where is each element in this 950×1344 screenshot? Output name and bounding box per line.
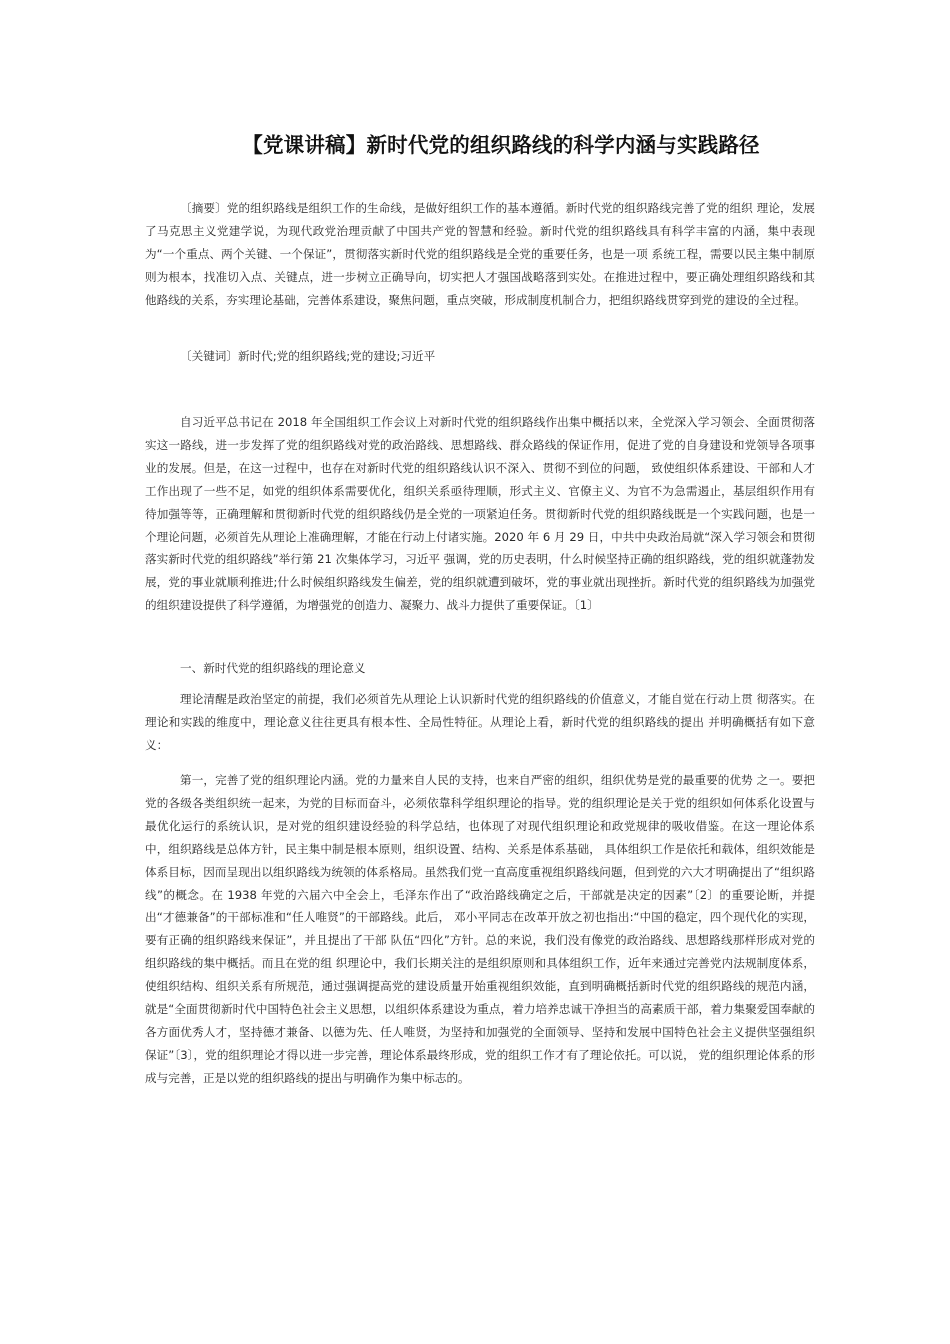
intro-paragraph: 自习近平总书记在 2018 年全国组织工作会议上对新时代党的组织路线作出集中概括以来，全党深入学习领会、全面贯彻落实这一路线，进一步发挥了党的组织路线对党的政治路线、思想路线、群众路线的保证作用，促进了党的自身建设和党领导各项事业的发展。但是，在这一过程中，也存在对新时代党的组织路线认识不深入、贯彻不到位的问题， 致使组织体系建设、干部和人才工作出现了一些不足，如党的组织体系需要优化，组织关系亟待理顺，形式主义、官僚主义、为官不为急需遏止，基层组织作用有待加强等等，正确理解和贯彻新时代党的组织路线仍是全党的一项紧迫任务。贯彻新时代党的组织路线既是一个实践问题，也是一个理论问题，必须首先从理论上准确理解，才能在行动上付诸实施。2020 年 6 月 29 日，中共中央政治局就“深入学习领会和贯彻落实新时代党的组织路线”举行第 21 次集体学习，习近平 强调，党的历史表明，什么时候坚持正确的组织路线，党的组织就蓬勃发展，党的事业就顺利推进;什么时候组织路线发生偏差，党的组织就遭到破坏，党的事业就出现挫折。新时代党的组织路线为加强党的组织建设提供了科学遵循，为增强党的创造力、凝聚力、战斗力提供了重要保证。〔1〕 (145, 415, 815, 613)
keywords-line: 〔关键词〕新时代;党的组织路线;党的建设;习近平 (180, 349, 436, 363)
document-title: 【党课讲稿】新时代党的组织路线的科学内涵与实践路径 (242, 133, 760, 157)
section-heading-1: 一、新时代党的组织路线的理论意义 (180, 661, 366, 675)
section-1-paragraph-1: 理论清醒是政治坚定的前提，我们必须首先从理论上认识新时代党的组织路线的价值意义，才能自觉在行动上贯 彻落实。在理论和实践的维度中，理论意义往往更具有根本性、全局性特征。从理论上看，新时代党的组织路线的提出 并明确概括有如下意义： (145, 692, 815, 752)
section-1-paragraph-2: 第一，完善了党的组织理论内涵。党的力量来自人民的支持，也来自严密的组织，组织优势是党的最重要的优势 之一。要把党的各级各类组织统一起来，为党的目标而奋斗，必须依靠科学组织理论的指导。党的组织理论是关于党的组织如何体系化设置与最优化运行的系统认识，是对党的组织建设经验的科学总结，也体现了对现代组织理论和政党规律的吸收借鉴。在这一理论体系中，组织路线是总体方针，民主集中制是根本原则，组织设置、结构、关系是体系基础， 具体组织工作是依托和载体，组织效能是体系目标，因而呈现出以组织路线为统领的体系格局。虽然我们党一直高度重视组织路线问题，但到党的六大才明确提出了“组织路线”的概念。在 1938 年党的六届六中全会上，毛泽东作出了“政治路线确定之后，干部就是决定的因素”〔2〕的重要论断，并提出“才德兼备”的干部标准和“任人唯贤”的干部路线。此后， 邓小平同志在改革开放之初也指出:“中国的稳定，四个现代化的实现，要有正确的组织路线来保证”，并且提出了干部 队伍“四化”方针。总的来说，我们没有像党的政治路线、思想路线那样形成对党的组织路线的集中概括。而且在党的组 织理论中，我们长期关注的是组织原则和具体组织工作，近年来通过完善党内法规制度体系，使组织结构、组织关系有所规范，通过强调提高党的建设质量开始重视组织效能，直到明确概括新时代党的组织路线的规范内涵，就是“全面贯彻新时代中国特色社会主义思想，以组织体系建设为重点，着力培养忠诚干净担当的高素质干部，着力集聚爱国奉献的各方面优秀人才，坚持德才兼备、以德为先、任人唯贤，为坚持和加强党的全面领导、坚持和发展中国特色社会主义提供坚强组织保证”〔3〕，党的组织理论才得以进一步完善，理论体系最终形成，党的组织工作才有了理论依托。可以说， 党的组织理论体系的形成与完善，正是以党的组织路线的提出与明确作为集中标志的。 (145, 773, 815, 1085)
abstract-paragraph: 〔摘要〕党的组织路线是组织工作的生命线，是做好组织工作的基本遵循。新时代党的组织路线完善了党的组织 理论，发展了马克思主义党建学说，为现代政党治理贡献了中国共产党的智慧和经验。新时代党的组织路线具有科学丰富的内涵，集中表现为“一个重点、两个关键、一个保证”，贯彻落实新时代党的组织路线是全党的重要任务，也是一项 系统工程，需要以民主集中制原则为根本，找准切入点、关键点，进一步树立正确导向，切实把人才强国战略落到实处。在推进过程中，要正确处理组织路线和其他路线的关系，夯实理论基础，完善体系建设，聚焦问题，重点突破，形成制度机制合力，把组织路线贯穿到党的建设的全过程。 (145, 201, 815, 307)
